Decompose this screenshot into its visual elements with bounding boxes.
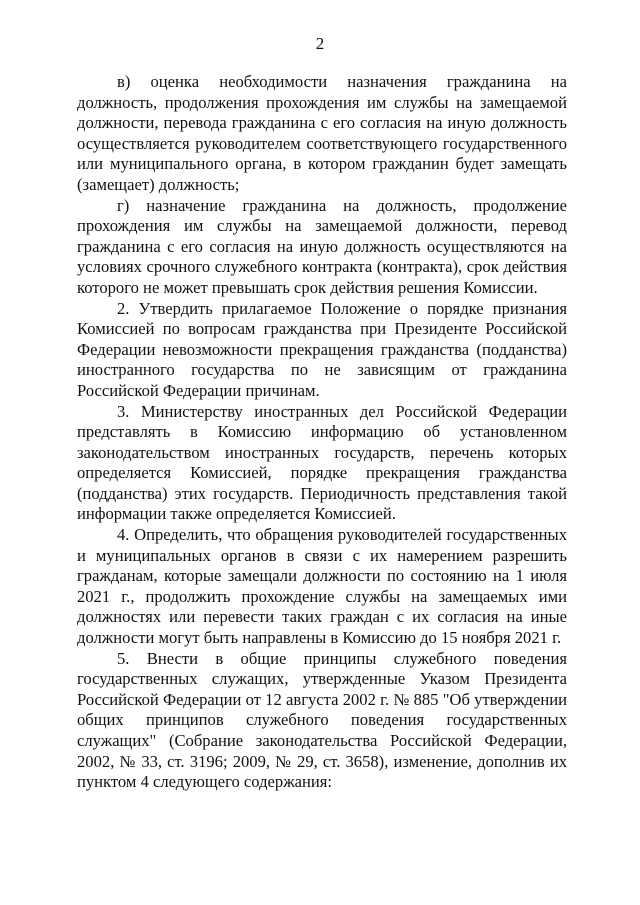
document-body (77, 72, 567, 793)
paragraph-3-foreign-ministry: 3. Министерству иностранных дел Российской Федерации представлять в Комиссию информацию об установленном законодательством иностранных государств, перечень которых определяется Комиссией, порядке прекращения гражданства (подданства) этих государств. Периодичность представления такой информации также определяется Комиссией. (77, 401, 567, 524)
page-number: 2 (315, 34, 325, 53)
paragraph-4-appeals-deadline: 4. Определить, что обращения руководителей государственных и муниципальных органов в связи с их намерением разрешить гражданам, которые замещали должности по состоянию на 1 июля 2021 г., продолжить прохождение службы на замещаемых ими должностях или перевести таких граждан с их согласия на иные должности могут быть направлены в Комиссию до 15 ноября 2021 г. (77, 525, 567, 648)
paragraph-5-amend-principles: 5. Внести в общие принципы служебного поведения государственных служащих, утвержденные Указом Президента Российской Федерации от 12 августа 2002 г. № 885 "Об утверждении общих принципов служебного поведения государственных служащих" (Собрание законодательства Российской Федерации, 2002, № 33, ст. 3196; 2009, № 29, ст. 3658), изменение, дополнив их пунктом 4 следующего содержания: (77, 648, 567, 792)
paragraph-v-assessment: в) оценка необходимости назначения гражданина на должность, продолжения прохождения им службы на замещаемой должности, перевода гражданина с его согласия на иную должность осуществляется руководителем соответствующего государственного или муниципального органа, в котором гражданин будет замещать (замещает) должность; (77, 72, 567, 194)
paragraph-2-approve-regulation: 2. Утвердить прилагаемое Положение о порядке признания Комиссией по вопросам гражданства при Президенте Российской Федерации невозможности прекращения гражданства (подданства) иностранного государства по не зависящим от гражданина Российской Федерации причинам. (77, 298, 567, 400)
paragraph-g-appointment: г) назначение гражданина на должность, продолжение прохождения им службы на замещаемой должности, перевод гражданина с его согласия на иную должность осуществляются на условиях срочного служебного контракта (контракта), срок действия которого не может превышать срок действия решения Комиссии. (77, 195, 567, 297)
